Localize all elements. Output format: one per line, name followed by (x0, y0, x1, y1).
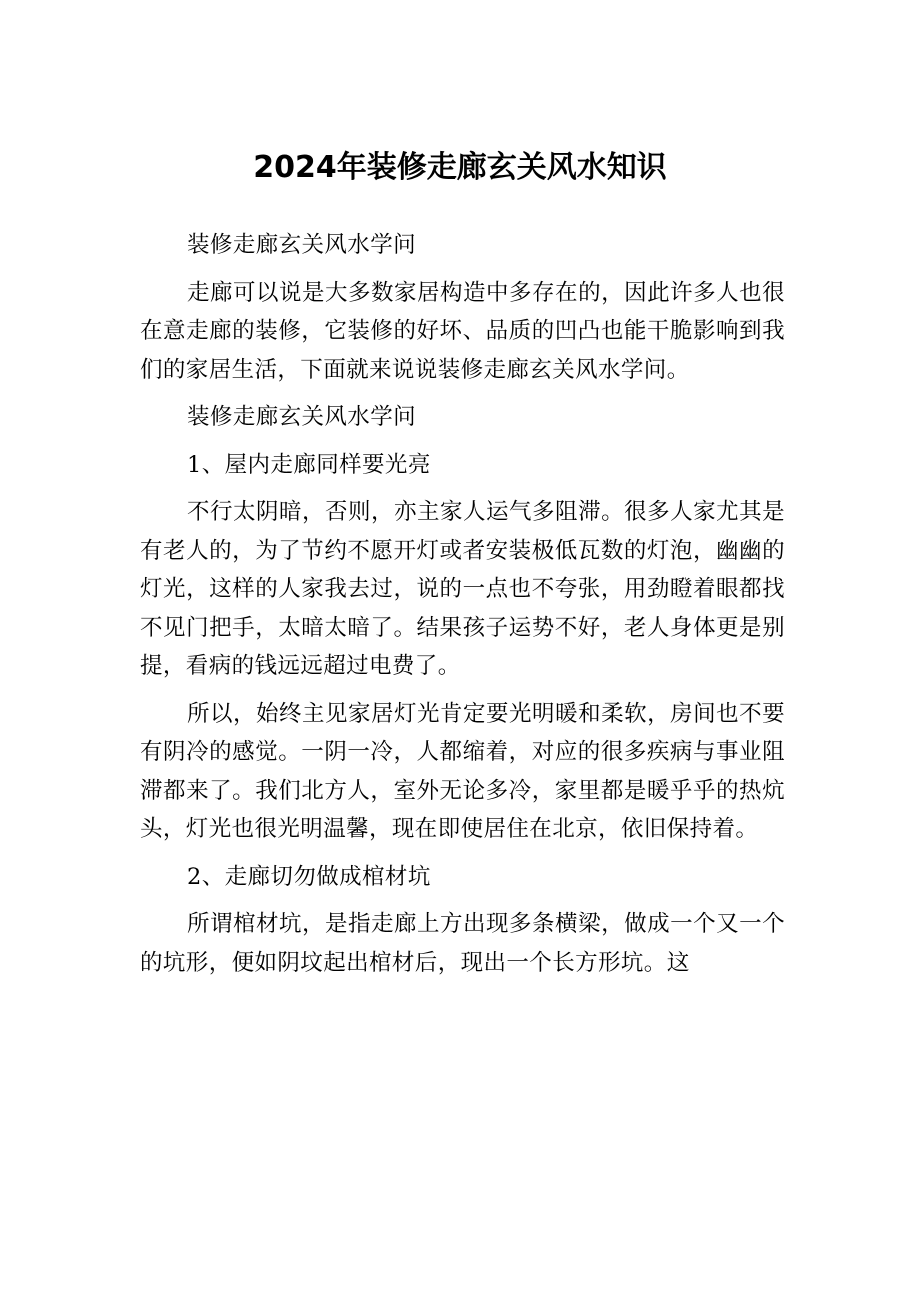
paragraph-point-1-heading: 1、屋内走廊同样要光亮 (187, 451, 431, 478)
paragraph-point-2-heading: 2、走廊切勿做成棺材坑 (187, 863, 431, 890)
paragraph-section-heading-repeat: 装修走廊玄关风水学问 (187, 404, 417, 430)
document-body (140, 226, 785, 991)
paragraph-intro: 走廊可以说是大多数家居构造中多存在的，因此许多人也很在意走廊的装修，它装修的好坏、品质的凹凸也能干脆影响到我们的家居生活，下面就来说说装修走廊玄关风水学问。 (140, 279, 785, 383)
document-title: 2024年装修走廊玄关风水知识 (253, 150, 667, 185)
paragraph-point-2-body: 所谓棺材坑，是指走廊上方出现多条横梁，做成一个又一个的坑形，便如阴坟起出棺材后，现出一个长方形坑。这 (140, 911, 785, 976)
paragraph-point-1-followup: 所以，始终主见家居灯光肯定要光明暖和柔软，房间也不要有阴冷的感觉。一阴一冷，人都缩着，对应的很多疾病与事业阻滞都来了。我们北方人，室外无论多冷，家里都是暖乎乎的热炕头，灯光也很光明温馨，现在即使居住在北京，依旧保持着。 (140, 700, 785, 842)
paragraph-point-1-body: 不行太阴暗，否则，亦主家人运气多阻滞。很多人家尤其是有老人的，为了节约不愿开灯或者安装极低瓦数的灯泡，幽幽的灯光，这样的人家我去过，说的一点也不夸张，用劲瞪着眼都找不见门把手，太暗太暗了。结果孩子运势不好，老人身体更是别提，看病的钱远远超过电费了。 (140, 499, 785, 679)
paragraph-section-heading: 装修走廊玄关风水学问 (187, 232, 417, 258)
